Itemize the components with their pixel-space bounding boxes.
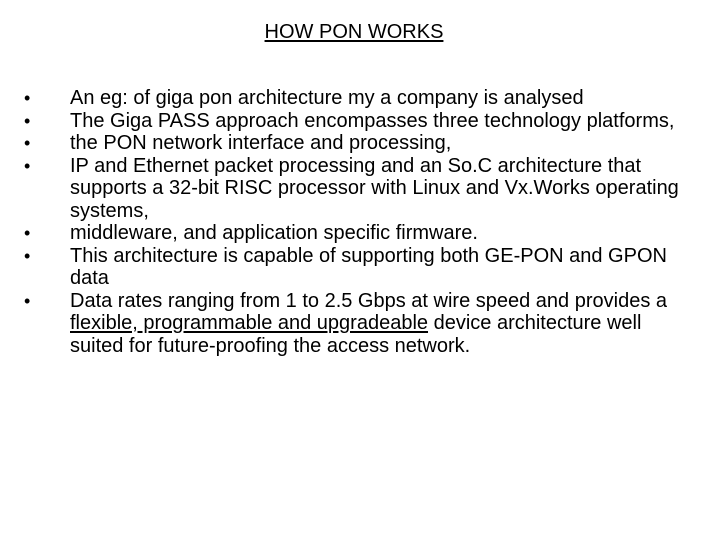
bullet-marker: • <box>24 223 31 243</box>
bullet-item <box>24 222 684 245</box>
bullet-item <box>24 155 684 223</box>
bullet-item <box>24 245 684 290</box>
bullet-text: IP and Ethernet packet processing and an So.C architecture that supports a 32-bit RISC processor with Linux and Vx.Works operating systems, <box>70 154 679 222</box>
bullet-marker: • <box>24 245 31 266</box>
bullet-text: This architecture is capable of supporting both GE-PON and GPON data <box>70 244 667 289</box>
bullet-marker: • <box>24 155 31 176</box>
bullet-marker: • <box>24 88 31 108</box>
bullet-text <box>70 290 667 357</box>
bullet-marker: • <box>24 133 31 153</box>
bullet-text-before: Data rates ranging from 1 to 2.5 Gbps at wire speed and provides a <box>70 289 668 312</box>
bullet-marker: • <box>24 110 31 131</box>
bullet-item <box>24 132 684 155</box>
bullet-text: middleware, and application specific firmware. <box>70 222 478 244</box>
bullet-text: An eg: of giga pon architecture my a company is analysed <box>70 87 584 109</box>
bullet-list <box>24 87 684 357</box>
bullet-item <box>24 87 684 110</box>
bullet-text-after: device architecture well suited for future-proofing the access network. <box>70 312 642 357</box>
bullet-text: The Giga PASS approach encompasses three technology platforms, <box>70 109 675 132</box>
underlined-phrase: flexible, programmable and upgradeable <box>70 312 429 334</box>
bullet-marker: • <box>24 290 31 311</box>
bullet-item <box>24 110 684 133</box>
bullet-text: the PON network interface and processing, <box>70 132 452 154</box>
slide-title: HOW PON WORKS <box>264 21 444 43</box>
bullet-item <box>24 290 684 358</box>
